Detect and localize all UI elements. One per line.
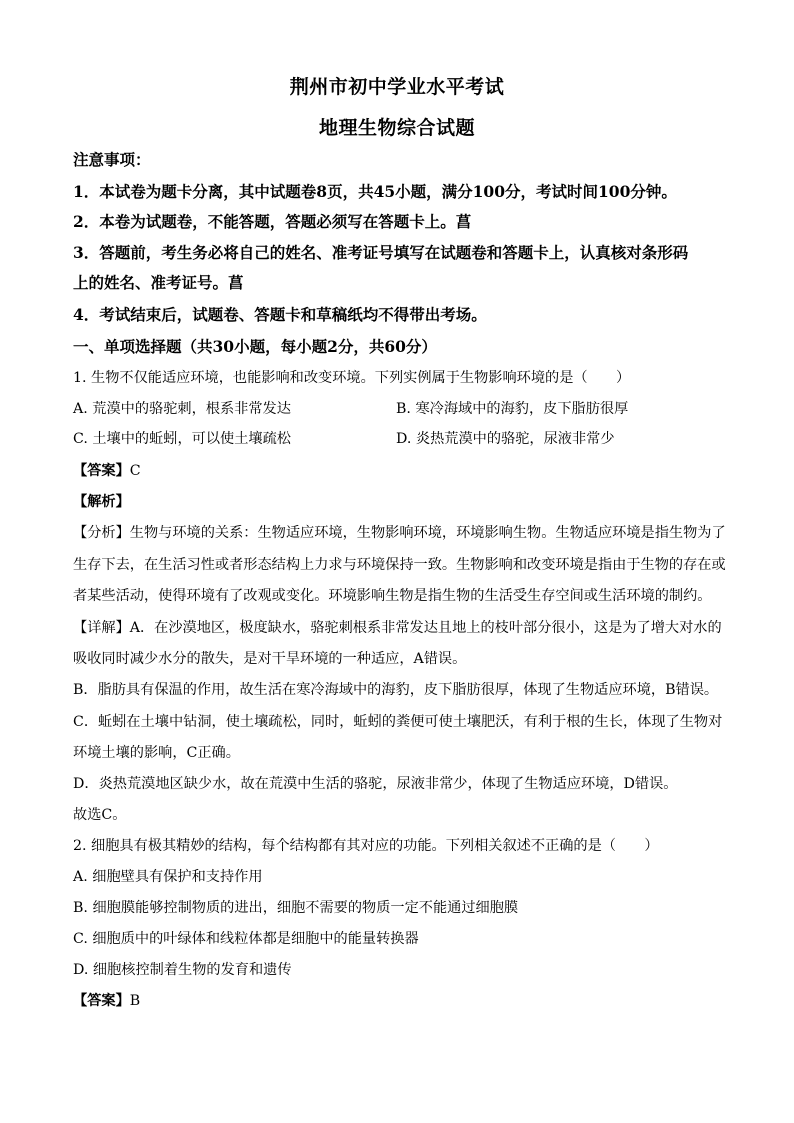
note-item: 4．考试结束后，试题卷、答题卡和草稿纸均不得带出考场。: [73, 305, 487, 324]
option-c: C. 土壤中的蚯蚓，可以使土壤疏松: [73, 431, 291, 447]
question-stem: 1. 生物不仅能适应环境，也能影响和改变环境。下列实例属于生物影响环境的是（ ）: [73, 370, 631, 386]
question-stem: 2. 细胞具有极其精妙的结构，每个结构都有其对应的功能。下列相关叙述不正确的是（ ）: [73, 838, 659, 854]
option-a: A. 荒漠中的骆驼刺，根系非常发达: [73, 401, 291, 417]
note-item: 3．答题前，考生务必将自己的姓名、准考证号填写在试题卷和答题卡上，认真核对条形码: [73, 243, 689, 262]
page-title: 荆州市初中学业水平考试: [289, 76, 505, 98]
analysis-label: 【解析】: [73, 494, 130, 510]
option-a: A. 细胞壁具有保护和支持作用: [73, 869, 263, 885]
option-b: B. 细胞膜能够控制物质的进出，细胞不需要的物质一定不能通过细胞膜: [73, 900, 519, 916]
notes-heading: 注意事项：: [73, 150, 151, 169]
option-d: D. 细胞核控制着生物的发育和遗传: [73, 962, 292, 978]
note-item: 1．本试卷为题卡分离，其中试题卷8页，共45小题，满分100分，考试时间100分钟。: [73, 182, 677, 201]
analysis-line: 者某些活动，使得环境有了改观或变化。环境影响生物是指生物的生活受生存空间或生活环境的制约。: [73, 588, 712, 604]
option-b: B. 寒冷海域中的海豹，皮下脂肪很厚: [396, 401, 629, 417]
analysis-line: 故选C。: [73, 807, 127, 823]
answer-value: B: [129, 993, 141, 1009]
analysis-line: 吸收同时减少水分的散失，是对干旱环境的一种适应，A错误。: [73, 651, 467, 667]
analysis-line: 【详解】A．在沙漠地区，极度缺水，骆驼刺根系非常发达且地上的枝叶部分很小，这是为了增大对水的: [73, 620, 722, 636]
analysis-line: 环境土壤的影响，C正确。: [73, 745, 240, 761]
analysis-line: C．蚯蚓在土壤中钻洞，使土壤疏松，同时，蚯蚓的粪便可使土壤肥沃，有利于根的生长，体现了生物对: [73, 714, 723, 730]
note-item: 2．本卷为试题卷，不能答题，答题必须写在答题卡上。菖: [73, 212, 472, 231]
analysis-line: 生存下去，在生活习性或者形态结构上力求与环境保持一致。生物影响和改变环境是指由于生物的存在或: [73, 557, 726, 573]
answer-label: 【答案】: [73, 463, 130, 479]
page-subtitle: 地理生物综合试题: [318, 117, 475, 139]
option-c: C. 细胞质中的叶绿体和线粒体都是细胞中的能量转换器: [73, 931, 419, 947]
answer-value: C: [129, 463, 141, 479]
note-item: 上的姓名、准考证号。菖: [73, 273, 244, 292]
answer-line: [73, 461, 723, 481]
section-heading: 一、单项选择题（共30小题，每小题2分，共60分）: [73, 337, 437, 356]
analysis-line: 【分析】生物与环境的关系：生物适应环境，生物影响环境，环境影响生物。生物适应环境是指生物为了: [73, 525, 726, 541]
option-d: D. 炎热荒漠中的骆驼，尿液非常少: [396, 431, 615, 447]
answer-line: [73, 991, 723, 1011]
answer-label: 【答案】: [73, 993, 130, 1009]
analysis-line: B．脂肪具有保温的作用，故生活在寒冷海域中的海豹，皮下脂肪很厚，体现了生物适应环境，B错误。: [73, 682, 719, 698]
analysis-line: D．炎热荒漠地区缺少水，故在荒漠中生活的骆驼，尿液非常少，体现了生物适应环境，D错误。: [73, 776, 678, 792]
